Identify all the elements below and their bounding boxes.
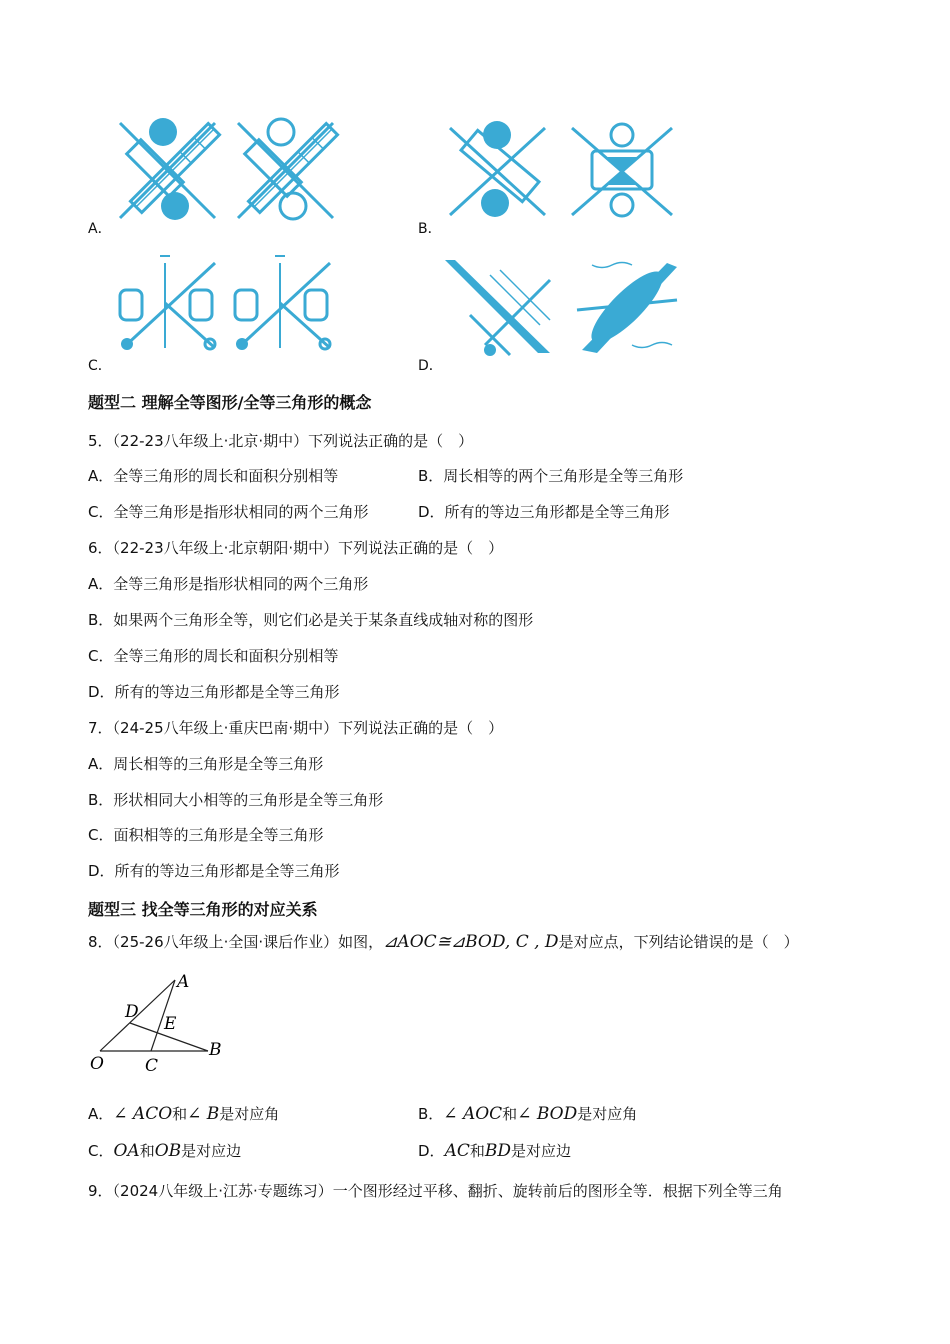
- q8-option-d-tail: 是对应边: [511, 1142, 572, 1160]
- q5-option-a: A．全等三角形的周长和面积分别相等: [88, 467, 339, 485]
- q6-option-b: B．如果两个三角形全等，则它们必是关于某条直线成轴对称的图形: [88, 611, 534, 629]
- section3-heading: 题型三 找全等三角形的对应关系: [88, 900, 318, 919]
- kayak-figure-right: [577, 262, 677, 353]
- q8-option-a-label: A．: [88, 1105, 114, 1123]
- q9-stem: 9．（2024八年级上·江苏·专题练习）一个图形经过平移、翻折、旋转前后的图形全等．根据下列全等三角: [88, 1182, 783, 1200]
- q7-option-b: B．形状相同大小相等的三角形是全等三角形: [88, 791, 384, 809]
- q8-option-b: [418, 1103, 637, 1124]
- kayak-figure-left: [445, 260, 550, 356]
- q5-option-d: D．所有的等边三角形都是全等三角形: [418, 503, 670, 521]
- q8-option-c-label: C．: [88, 1142, 114, 1160]
- swimming-figure-left: [450, 121, 545, 217]
- q8-option-b-label: B．: [418, 1105, 444, 1123]
- q8-points: , C , D: [504, 932, 559, 952]
- label-c: C: [145, 1056, 159, 1076]
- q8-option-c-side1: OA: [113, 1141, 140, 1161]
- volleyball-figure-left: [120, 118, 220, 220]
- figure-option-a-label: A．: [88, 221, 112, 237]
- figure-b-swimming-icons: [445, 123, 680, 218]
- label-d: D: [125, 1002, 139, 1022]
- q8-option-d-side1: AC: [444, 1141, 470, 1161]
- q6-option-c: C．全等三角形的周长和面积分别相等: [88, 647, 339, 665]
- q6-option-a: A．全等三角形是指形状相同的两个三角形: [88, 575, 369, 593]
- q5-option-c: C．全等三角形是指形状相同的两个三角形: [88, 503, 369, 521]
- q8-option-c-tail: 是对应边: [181, 1142, 242, 1160]
- q8-option-d-and: 和: [469, 1142, 485, 1160]
- q8-option-c: [88, 1140, 241, 1161]
- q6-option-d: D．所有的等边三角形都是全等三角形: [88, 683, 340, 701]
- q8-option-a-tail: 是对应角: [219, 1105, 280, 1123]
- q7-option-d: D．所有的等边三角形都是全等三角形: [88, 862, 340, 880]
- label-a: A: [177, 972, 190, 992]
- q8-option-a-and: 和: [172, 1105, 188, 1123]
- figure-d-kayak-icons: [450, 255, 685, 360]
- q6-stem: 6．（22-23八年级上·北京朝阳·期中）下列说法正确的是（ ）: [88, 539, 504, 557]
- q8-geometry-figure: [85, 965, 235, 1080]
- q5-option-b: B．周长相等的两个三角形是全等三角形: [418, 467, 684, 485]
- q5-stem: 5．（22-23八年级上·北京·期中）下列说法正确的是（ ）: [88, 432, 474, 450]
- figure-option-d-label: D．: [418, 358, 443, 374]
- section2-heading: 题型二 理解全等图形/全等三角形的概念: [88, 393, 372, 412]
- swimming-figure-right: [572, 124, 672, 216]
- q8-option-c-and: 和: [139, 1142, 155, 1160]
- q8-stem-suffix: 是对应点，下列结论错误的是（ ）: [558, 933, 799, 951]
- q8-stem: [88, 931, 799, 952]
- figure-c-fencing-icons: [115, 248, 345, 356]
- q7-stem: 7．（24-25八年级上·重庆巴南·期中）下列说法正确的是（ ）: [88, 719, 504, 737]
- q8-option-a-angle2: ∠ B: [187, 1104, 220, 1124]
- figure-a-volleyball-icons: [115, 118, 345, 223]
- label-o: O: [90, 1054, 104, 1074]
- q8-option-d: [418, 1140, 571, 1161]
- q8-option-b-angle1: ∠ AOC: [443, 1104, 503, 1124]
- q8-option-a-angle1: ∠ ACO: [113, 1104, 173, 1124]
- label-b: B: [209, 1040, 222, 1060]
- figure-option-c-label: C．: [88, 358, 112, 374]
- figure-option-b-label: B．: [418, 221, 442, 237]
- q8-option-b-angle2: ∠ BOD: [517, 1104, 578, 1124]
- q7-option-a: A．周长相等的三角形是全等三角形: [88, 755, 324, 773]
- q8-option-a: [88, 1103, 279, 1124]
- q8-option-b-tail: 是对应角: [577, 1105, 638, 1123]
- q7-option-c: C．面积相等的三角形是全等三角形: [88, 826, 324, 844]
- label-e: E: [164, 1014, 177, 1034]
- q8-option-d-label: D．: [418, 1142, 445, 1160]
- q8-option-d-side2: BD: [484, 1141, 511, 1161]
- q8-option-c-side2: OB: [154, 1141, 182, 1161]
- q8-stem-prefix: 8．（25-26八年级上·全国·课后作业）如图，: [88, 933, 384, 951]
- fencing-figure-right: [235, 256, 330, 350]
- fencing-figure-left: [120, 256, 215, 350]
- q8-congruence: ⊿AOC≅⊿BOD: [383, 932, 505, 952]
- volleyball-figure-right: [238, 119, 338, 219]
- q8-option-b-and: 和: [502, 1105, 518, 1123]
